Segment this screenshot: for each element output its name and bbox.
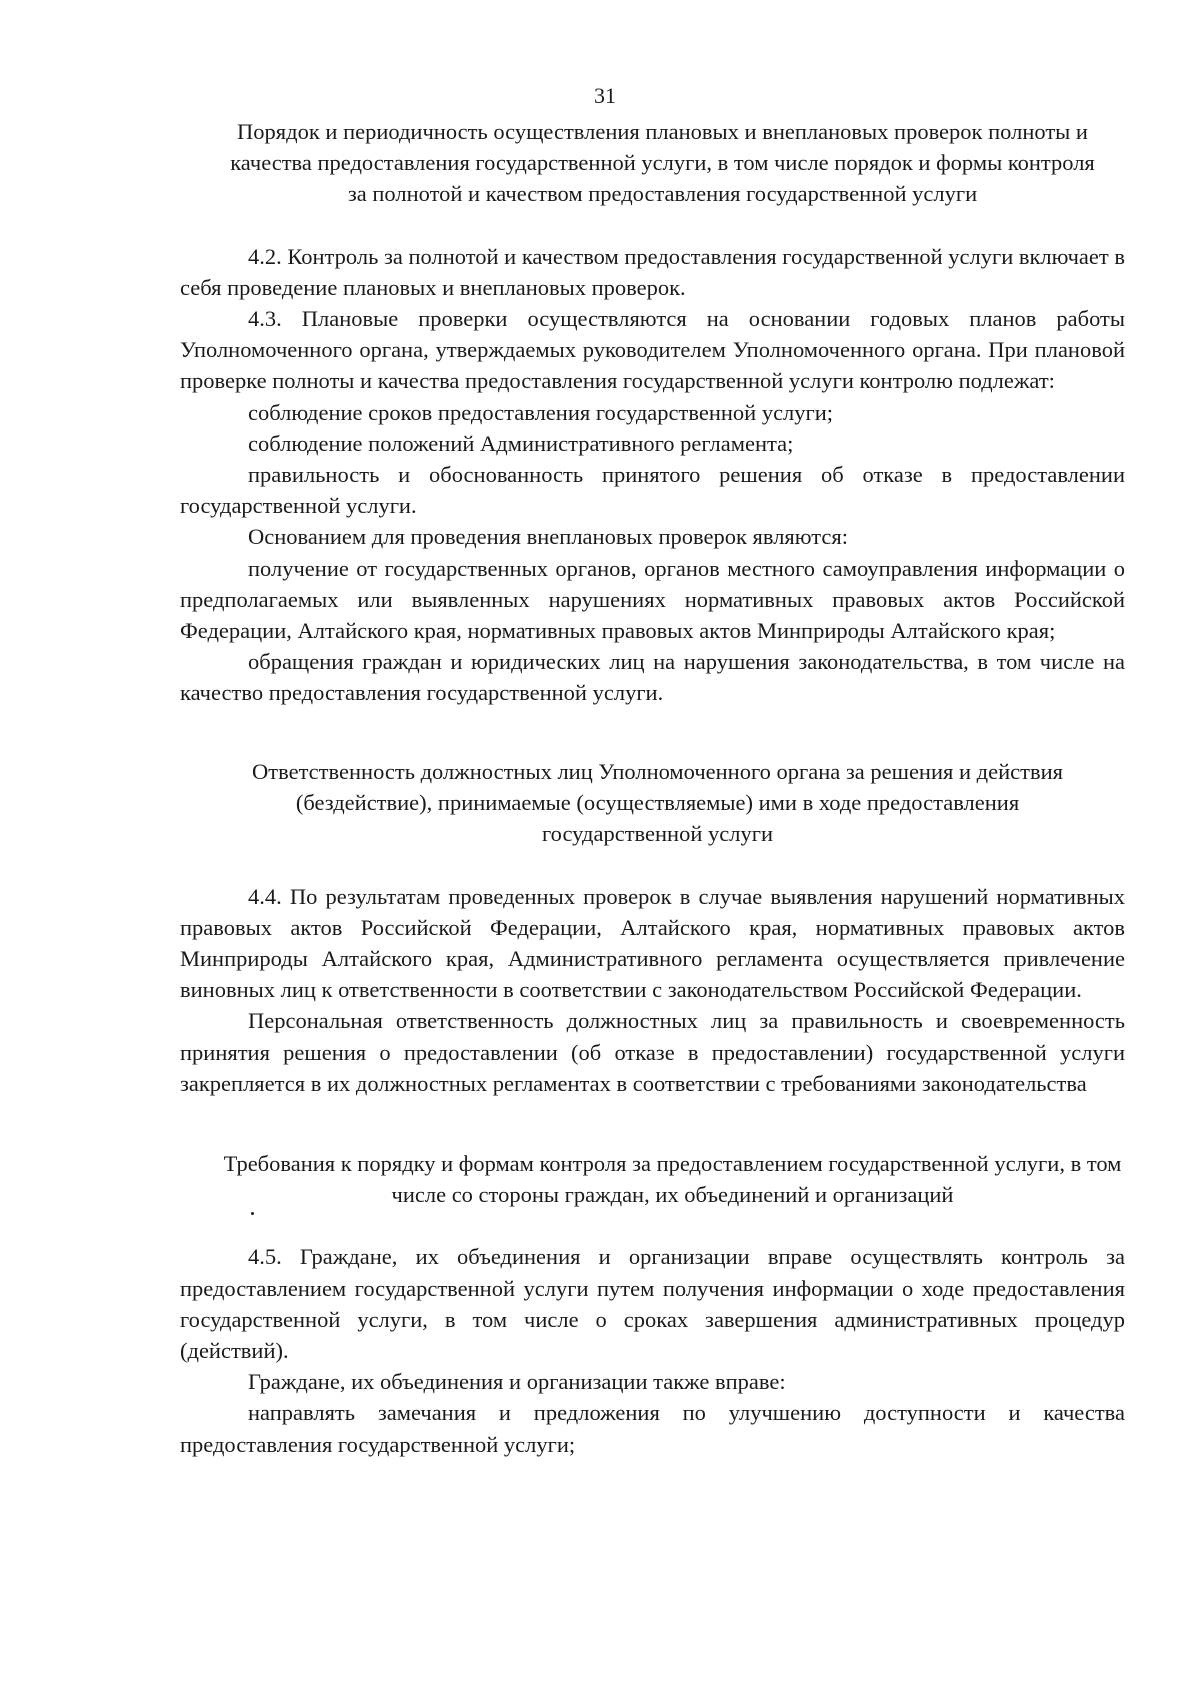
paragraph: 4.3. Плановые проверки осуществляются на основании годовых планов работы Уполномоченного органа, утверждаемых руководителем Уполномоченного органа. При плановой проверке полноты и качества предоставления государственной услуги контролю подлежат: <box>180 306 1125 394</box>
section-responsibility <box>180 756 1125 1099</box>
paragraph: Персональная ответственность должностных лиц за правильность и своевременность принятия решения о предоставлении (об отказе в предоставлении) государственной услуги закрепляется в их должностных регламентах в соответствии с требованиями законодательства <box>180 1008 1125 1096</box>
section-heading: Ответственность должностных лиц Уполномоченного органа за решения и действия (бездействие), принимаемые (осуществляемые) ими в ходе предоставления государственной услуги <box>252 759 1063 847</box>
section-control-requirements <box>180 1148 1125 1460</box>
section-heading: Требования к порядку и формам контроля за предоставлением государственной услуги, в том числе со стороны граждан, их объединений и организаций <box>223 1151 1122 1208</box>
paragraph: Граждане, их объединения и организации также вправе: <box>248 1369 786 1395</box>
page-number: 31 <box>594 83 616 108</box>
paragraph: Основанием для проведения внеплановых проверок являются: <box>248 524 848 550</box>
section-inspections <box>180 116 1125 709</box>
paragraph: 4.2. Контроль за полнотой и качеством предоставления государственной услуги включает в себя проведение плановых и внеплановых проверок. <box>180 243 1125 300</box>
paragraph: получение от государственных органов, органов местного самоуправления информации о предполагаемых или выявленных нарушениях нормативных правовых актов Российской Федерации, Алтайского края, нормативных правовых актов Минприроды Алтайского края; <box>180 555 1125 644</box>
paragraph: 4.4. По результатам проведенных проверок в случае выявления нарушений нормативных правовых актов Российской Федерации, Алтайского края, нормативных правовых актов Минприроды Алтайского края, Административного регламента осуществляется привлечение виновных лиц к ответственности в соответствии с законодательством Российской Федерации. <box>180 883 1125 1003</box>
paragraph: направлять замечания и предложения по улучшению доступности и качества предоставления государственной услуги; <box>180 1400 1125 1457</box>
section-heading: Порядок и периодичность осуществления плановых и внеплановых проверок полноты и качества предоставления государственной услуги, в том числе порядок и формы контроля за полнотой и качеством предоставления государственной услуги <box>230 119 1095 207</box>
paragraph: соблюдение сроков предоставления государственной услуги; <box>248 399 834 425</box>
paragraph: правильность и обоснованность принятого решения об отказе в предоставлении государственной услуги. <box>180 462 1125 519</box>
paragraph: соблюдение положений Административного регламента; <box>248 430 794 456</box>
paragraph: обращения граждан и юридических лиц на нарушения законодательства, в том числе на качество предоставления государственной услуги. <box>180 649 1125 706</box>
paragraph: 4.5. Граждане, их объединения и организации вправе осуществлять контроль за предоставлением государственной услуги путем получения информации о ходе предоставления государственной услуги, в том числе о сроках завершения административных процедур (действий). <box>180 1244 1125 1364</box>
